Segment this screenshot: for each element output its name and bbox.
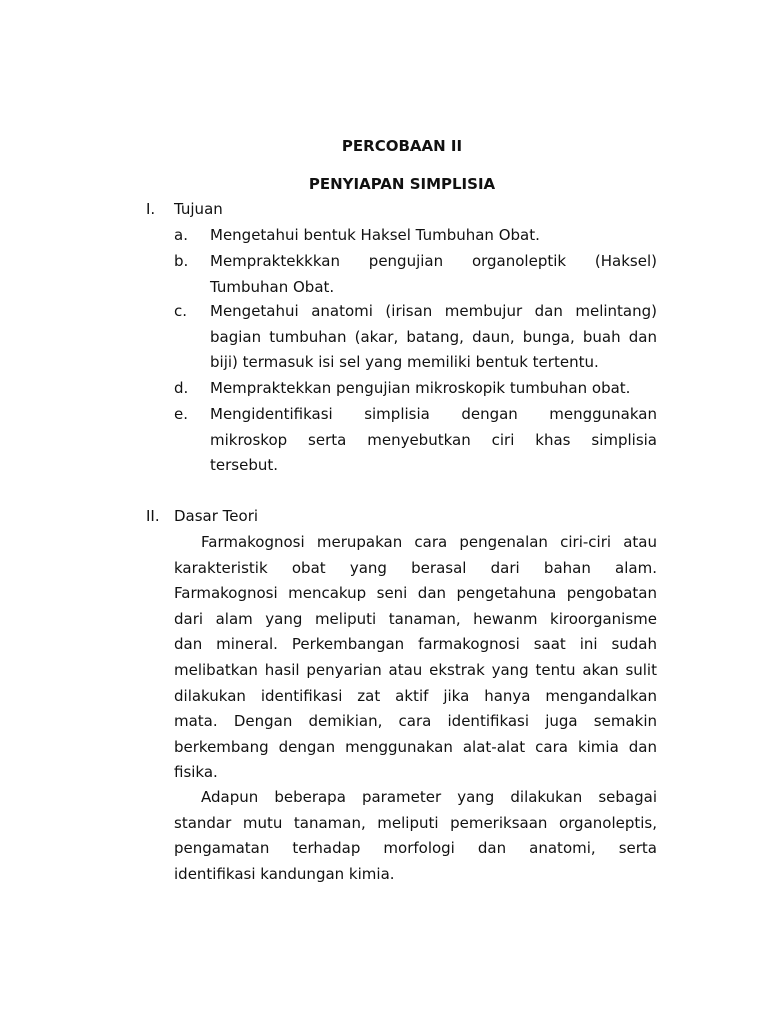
section-number: II. (146, 507, 160, 525)
section-heading: Dasar Teori (174, 507, 259, 525)
paragraph: Adapun beberapa parameter yang dilakukan sebagai standar mutu tanaman, meliputi pemeriksaan organoleptis, pengamatan terhadap morfologi dan anatomi, serta identifikasi kandungan kimia. (174, 788, 657, 883)
list-item-letter: c. (174, 302, 188, 320)
list-item-text: Mempraktekkan pengujian mikroskopik tumbuhan obat. (210, 379, 631, 397)
list-item-letter: a. (174, 226, 188, 244)
list-item-text: Mengetahui anatomi (irisan membujur dan melintang) bagian tumbuhan (akar, batang, daun, bunga, buah dan biji) termasuk isi sel yang memiliki bentuk tertentu. (210, 302, 657, 372)
list-item-text: Mengetahui bentuk Haksel Tumbuhan Obat. (210, 226, 540, 244)
list-item-letter: b. (174, 252, 189, 270)
section-number: I. (146, 200, 156, 218)
page-subtitle: PENYIAPAN SIMPLISIA (308, 175, 496, 193)
list-item-letter: d. (174, 379, 189, 397)
section-heading: Tujuan (174, 200, 223, 218)
page-title: PERCOBAAN II (341, 137, 463, 155)
list-item-letter: e. (174, 405, 188, 423)
paragraph: Farmakognosi merupakan cara pengenalan ciri-ciri atau karakteristik obat yang berasal dari bahan alam. Farmakognosi mencakup seni dan pengetahuna pengobatan dari alam yang meliputi tanaman, hewanm kiroorganisme dan mineral. Perkembangan farmakognosi saat ini sudah melibatkan hasil penyarian atau ekstrak yang tentu akan sulit dilakukan identifikasi zat aktif jika hanya mengandalkan mata. Dengan demikian, cara identifikasi juga semakin berkembang dengan menggunakan alat-alat cara kimia dan fisika. (174, 533, 657, 782)
list-item-text: Mempraktekkkan pengujian organoleptik (Haksel) Tumbuhan Obat. (210, 252, 657, 296)
list-item-text: Mengidentifikasi simplisia dengan menggunakan mikroskop serta menyebutkan ciri khas simplisia tersebut. (210, 405, 657, 475)
